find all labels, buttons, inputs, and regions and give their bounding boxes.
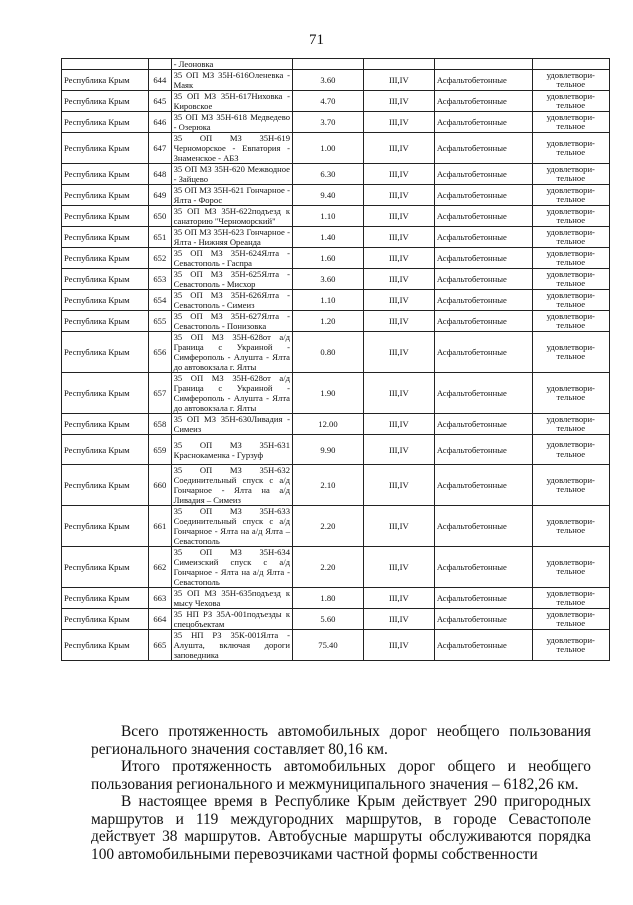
cell-road-name: 35 ОП МЗ 35Н-628от а/д Граница с Украиной - Симферополь - Алушта - Ялта до автовокзала г. Ялты: [171, 332, 292, 373]
cell-surface: Асфальтобетонные: [434, 185, 532, 206]
cell-condition: удовлетвори-тельное: [532, 70, 609, 91]
table-row: [62, 290, 610, 311]
cell-surface: Асфальтобетонные: [434, 227, 532, 248]
cell-surface: Асфальтобетонные: [434, 332, 532, 373]
cell-condition: удовлетвори-тельное: [532, 414, 609, 435]
cell-region: Республика Крым: [62, 311, 149, 332]
cell-num: 649: [149, 185, 172, 206]
cell-num: 644: [149, 70, 172, 91]
cell-road-name: 35 ОП МЗ 35Н-630Ливадия - Симеиз: [171, 414, 292, 435]
table-row: [62, 112, 610, 133]
cell-num: 650: [149, 206, 172, 227]
table-row: [62, 609, 610, 630]
cell-num: 659: [149, 435, 172, 465]
cell-category: III,IV: [363, 311, 434, 332]
cell-category: III,IV: [363, 588, 434, 609]
cell-region: Республика Крым: [62, 373, 149, 414]
cell-length: 3.60: [293, 70, 364, 91]
table-row: [62, 227, 610, 248]
table-row: [62, 506, 610, 547]
cell-length: 2.10: [293, 465, 364, 506]
cell-category: III,IV: [363, 332, 434, 373]
paragraph-text: В настоящее время в Республике Крым действует 290 пригородных маршрутов и 119 междугородних маршрутов, в городе Севастополе действует 38 маршрутов. Автобусные маршруты обслуживаются порядка 100 автомобильными перевозчиками частной формы собственности: [91, 793, 591, 863]
cell-surface: Асфальтобетонные: [434, 609, 532, 630]
cell-surface: Асфальтобетонные: [434, 206, 532, 227]
cell-road-name: 35 ОП МЗ 35Н-621 Гончарное - Ялта - Форос: [171, 185, 292, 206]
cell-road-name: 35 ОП МЗ 35Н-634 Симеизский спуск с а/д Гончарное - Ялта на а/д Ялта - Севастополь: [171, 547, 292, 588]
cell-region: Республика Крым: [62, 506, 149, 547]
cell-category: III,IV: [363, 206, 434, 227]
cell-length: 1.90: [293, 373, 364, 414]
cell-road-name: 35 ОП МЗ 35Н-635подъезд к мысу Чехова: [171, 588, 292, 609]
cell-region: Республика Крым: [62, 112, 149, 133]
cell-length: 0.80: [293, 332, 364, 373]
cell-condition: удовлетвори-тельное: [532, 506, 609, 547]
cell-surface: Асфальтобетонные: [434, 506, 532, 547]
cell-num: 653: [149, 269, 172, 290]
cell-category: III,IV: [363, 164, 434, 185]
cell-condition: удовлетвори-тельное: [532, 373, 609, 414]
cell-region: Республика Крым: [62, 414, 149, 435]
cell-region: Республика Крым: [62, 609, 149, 630]
cell-category: III,IV: [363, 133, 434, 164]
cell-region: Республика Крым: [62, 164, 149, 185]
cell-num: [149, 59, 172, 70]
cell-category: III,IV: [363, 112, 434, 133]
table-row: [62, 630, 610, 661]
cell-surface: Асфальтобетонные: [434, 91, 532, 112]
cell-road-name: 35 ОП МЗ 35Н-617Ниховка - Кировское: [171, 91, 292, 112]
cell-region: Республика Крым: [62, 206, 149, 227]
cell-road-name: 35 ОП МЗ 35Н-626Ялта - Севастополь - Симеиз: [171, 290, 292, 311]
cell-category: III,IV: [363, 373, 434, 414]
cell-region: Республика Крым: [62, 133, 149, 164]
cell-num: 652: [149, 248, 172, 269]
cell-surface: Асфальтобетонные: [434, 465, 532, 506]
cell-road-name: 35 ОП МЗ 35Н-622подъезд к санаторию "Черноморский": [171, 206, 292, 227]
cell-road-name: 35 ОП МЗ 35Н-623 Гончарное - Ялта - Нижняя Ореанда: [171, 227, 292, 248]
cell-category: III,IV: [363, 269, 434, 290]
table-row: [62, 248, 610, 269]
cell-road-name: 35 ОП МЗ 35Н-632 Соединительный спуск с а/д Гончарное - Ялта на а/д Ливадия – Симеиз: [171, 465, 292, 506]
cell-road-name: 35 ОП МЗ 35Н-620 Межводное - Зайцево: [171, 164, 292, 185]
cell-num: 662: [149, 547, 172, 588]
cell-num: 645: [149, 91, 172, 112]
cell-num: 647: [149, 133, 172, 164]
paragraph-routes: [91, 793, 591, 863]
cell-region: Республика Крым: [62, 91, 149, 112]
cell-length: 3.70: [293, 112, 364, 133]
cell-num: 654: [149, 290, 172, 311]
page-number: 71: [309, 32, 324, 48]
cell-surface: Асфальтобетонные: [434, 269, 532, 290]
cell-region: Республика Крым: [62, 290, 149, 311]
cell-region: [62, 59, 149, 70]
cell-surface: Асфальтобетонные: [434, 630, 532, 661]
cell-length: 2.20: [293, 506, 364, 547]
cell-length: 1.10: [293, 290, 364, 311]
cell-category: III,IV: [363, 91, 434, 112]
cell-road-name: 35 ОП МЗ 35Н-616Оленевка - Маяк: [171, 70, 292, 91]
cell-surface: Асфальтобетонные: [434, 290, 532, 311]
cell-road-name: 35 НП РЗ 35А-001подъезды к спецобъектам: [171, 609, 292, 630]
cell-category: III,IV: [363, 185, 434, 206]
cell-length: 1.00: [293, 133, 364, 164]
cell-category: III,IV: [363, 414, 434, 435]
table-row: [62, 206, 610, 227]
cell-category: III,IV: [363, 435, 434, 465]
cell-condition: удовлетвори-тельное: [532, 206, 609, 227]
cell-condition: удовлетвори-тельное: [532, 547, 609, 588]
cell-category: III,IV: [363, 547, 434, 588]
cell-num: 655: [149, 311, 172, 332]
cell-category: III,IV: [363, 630, 434, 661]
cell-condition: удовлетвори-тельное: [532, 311, 609, 332]
cell-road-name: 35 ОП МЗ 35Н-633 Соединительный спуск с а/д Гончарное - Ялта на а/д Ялта – Севастополь: [171, 506, 292, 547]
cell-category: III,IV: [363, 70, 434, 91]
cell-condition: удовлетвори-тельное: [532, 588, 609, 609]
cell-region: Республика Крым: [62, 435, 149, 465]
cell-surface: [434, 59, 532, 70]
cell-road-name: 35 ОП МЗ 35Н-631 Краснокаменка - Гурзуф: [171, 435, 292, 465]
cell-category: III,IV: [363, 609, 434, 630]
cell-surface: Асфальтобетонные: [434, 435, 532, 465]
cell-condition: удовлетвори-тельное: [532, 112, 609, 133]
cell-region: Республика Крым: [62, 332, 149, 373]
cell-num: 665: [149, 630, 172, 661]
cell-length: 9.40: [293, 185, 364, 206]
table-row: [62, 332, 610, 373]
continuation-row: [62, 59, 610, 70]
cell-condition: удовлетвори-тельное: [532, 269, 609, 290]
cell-surface: Асфальтобетонные: [434, 112, 532, 133]
cell-num: 657: [149, 373, 172, 414]
cell-condition: [532, 59, 609, 70]
paragraph-total-nonpublic: [91, 723, 591, 758]
cell-region: Республика Крым: [62, 248, 149, 269]
cell-region: Республика Крым: [62, 269, 149, 290]
cell-length: 9.90: [293, 435, 364, 465]
cell-num: 656: [149, 332, 172, 373]
cell-category: III,IV: [363, 248, 434, 269]
cell-length: 1.20: [293, 311, 364, 332]
cell-num: 646: [149, 112, 172, 133]
cell-region: Республика Крым: [62, 630, 149, 661]
cell-region: Республика Крым: [62, 227, 149, 248]
cell-num: 661: [149, 506, 172, 547]
cell-num: 648: [149, 164, 172, 185]
cell-surface: Асфальтобетонные: [434, 373, 532, 414]
cell-length: 12.00: [293, 414, 364, 435]
cell-surface: Асфальтобетонные: [434, 547, 532, 588]
table-row: [62, 91, 610, 112]
cell-continuation: - Леоновка: [171, 59, 292, 70]
cell-surface: Асфальтобетонные: [434, 133, 532, 164]
table-row: [62, 133, 610, 164]
cell-num: 664: [149, 609, 172, 630]
cell-category: III,IV: [363, 227, 434, 248]
cell-road-name: 35 ОП МЗ 35Н-618 Медведево - Озерюка: [171, 112, 292, 133]
cell-condition: удовлетвори-тельное: [532, 133, 609, 164]
cell-category: III,IV: [363, 506, 434, 547]
table-row: [62, 465, 610, 506]
cell-length: 4.70: [293, 91, 364, 112]
cell-condition: удовлетвори-тельное: [532, 185, 609, 206]
cell-condition: удовлетвори-тельное: [532, 630, 609, 661]
cell-road-name: 35 ОП МЗ 35Н-628от а/д Граница с Украиной - Симферополь - Алушта - Ялта до автовокзала г. Ялты: [171, 373, 292, 414]
cell-length: 1.80: [293, 588, 364, 609]
cell-num: 663: [149, 588, 172, 609]
cell-condition: удовлетвори-тельное: [532, 332, 609, 373]
paragraph-text: Итого протяженность автомобильных дорог общего и необщего пользования регионального и межмуниципального значения – 6182,26 км.: [91, 758, 591, 793]
cell-region: Республика Крым: [62, 588, 149, 609]
cell-road-name: 35 ОП МЗ 35Н-619 Черноморское - Евпатория - Знаменское - АБЗ: [171, 133, 292, 164]
cell-surface: Асфальтобетонные: [434, 164, 532, 185]
cell-region: Республика Крым: [62, 547, 149, 588]
cell-num: 658: [149, 414, 172, 435]
table-row: [62, 269, 610, 290]
cell-condition: удовлетвори-тельное: [532, 91, 609, 112]
table-row: [62, 185, 610, 206]
cell-length: 5.60: [293, 609, 364, 630]
table-row: [62, 70, 610, 91]
table-row: [62, 373, 610, 414]
cell-length: 3.60: [293, 269, 364, 290]
cell-surface: Асфальтобетонные: [434, 588, 532, 609]
table-row: [62, 547, 610, 588]
paragraph-text: Всего протяженность автомобильных дорог необщего пользования регионального значения составляет 80,16 км.: [91, 723, 591, 758]
cell-road-name: 35 НП РЗ 35К-001Ялта - Алушта, включая дороги заповедника: [171, 630, 292, 661]
cell-category: [363, 59, 434, 70]
table-row: [62, 311, 610, 332]
paragraph-total-all: [91, 758, 591, 793]
cell-condition: удовлетвори-тельное: [532, 609, 609, 630]
cell-condition: удовлетвори-тельное: [532, 164, 609, 185]
cell-num: 651: [149, 227, 172, 248]
cell-region: Республика Крым: [62, 185, 149, 206]
table-row: [62, 435, 610, 465]
roads-table: [61, 58, 610, 661]
cell-surface: Асфальтобетонные: [434, 414, 532, 435]
cell-category: III,IV: [363, 290, 434, 311]
cell-num: 660: [149, 465, 172, 506]
cell-condition: удовлетвори-тельное: [532, 227, 609, 248]
cell-condition: удовлетвори-тельное: [532, 435, 609, 465]
cell-region: Республика Крым: [62, 70, 149, 91]
cell-condition: удовлетвори-тельное: [532, 248, 609, 269]
cell-road-name: 35 ОП МЗ 35Н-624Ялта - Севастополь - Гаспра: [171, 248, 292, 269]
table-row: [62, 588, 610, 609]
cell-surface: Асфальтобетонные: [434, 248, 532, 269]
cell-region: Республика Крым: [62, 465, 149, 506]
cell-category: III,IV: [363, 465, 434, 506]
cell-length: [293, 59, 364, 70]
cell-condition: удовлетвори-тельное: [532, 465, 609, 506]
table-body: [62, 59, 610, 661]
cell-length: 1.60: [293, 248, 364, 269]
cell-length: 1.40: [293, 227, 364, 248]
cell-surface: Асфальтобетонные: [434, 311, 532, 332]
cell-road-name: 35 ОП МЗ 35Н-625Ялта - Севастополь - Мисхор: [171, 269, 292, 290]
table-row: [62, 164, 610, 185]
cell-surface: Асфальтобетонные: [434, 70, 532, 91]
cell-road-name: 35 ОП МЗ 35Н-627Ялта - Севастополь - Понизовка: [171, 311, 292, 332]
cell-length: 1.10: [293, 206, 364, 227]
table-row: [62, 414, 610, 435]
cell-condition: удовлетвори-тельное: [532, 290, 609, 311]
cell-length: 6.30: [293, 164, 364, 185]
cell-length: 75.40: [293, 630, 364, 661]
cell-length: 2.20: [293, 547, 364, 588]
